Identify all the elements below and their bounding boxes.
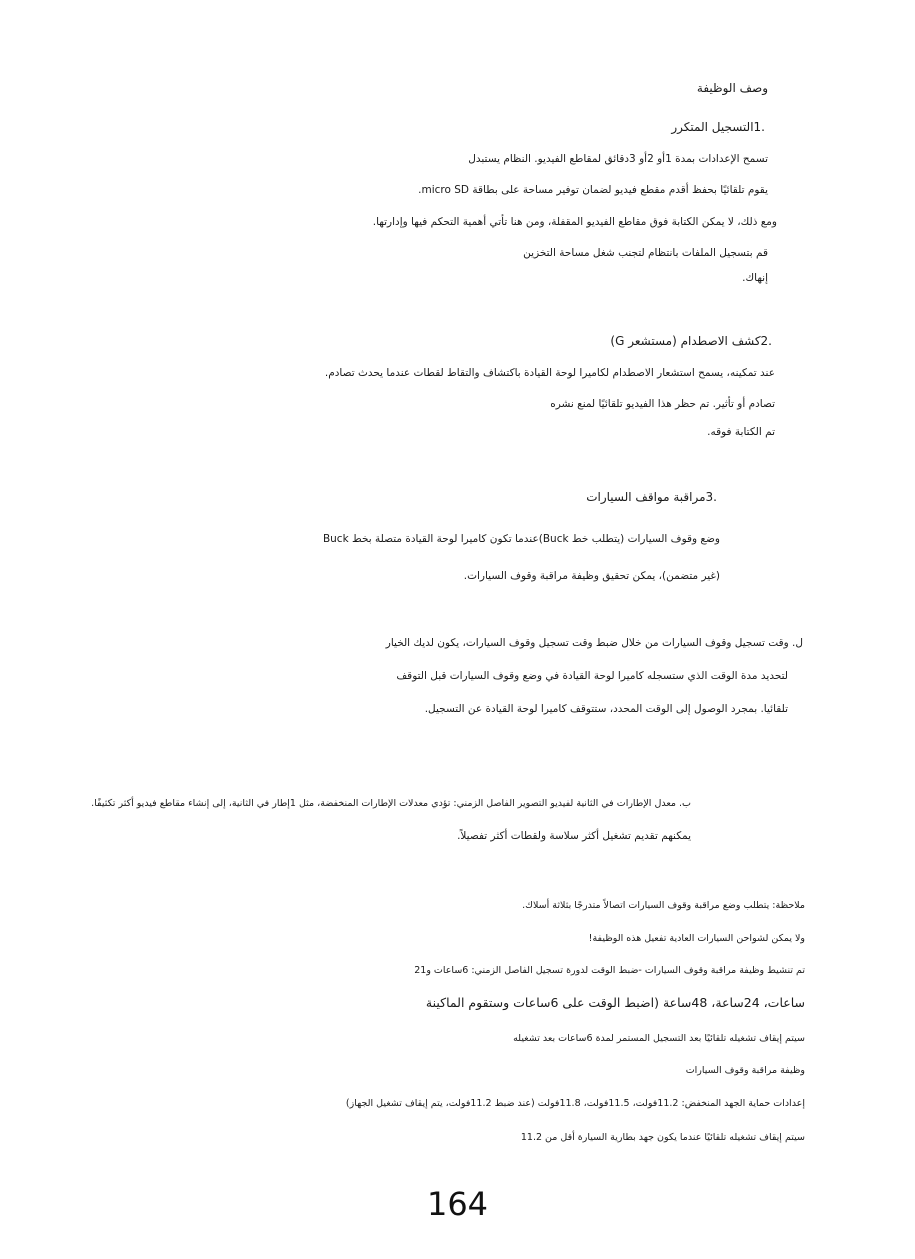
note-line: وظيفة مراقبة وقوف السيارات bbox=[685, 1065, 805, 1076]
paragraph-line: (غير متضمن)، يمكن تحقيق وظيفة مراقبة وقوف السيارات. bbox=[463, 570, 720, 582]
paragraph-line: تصادم أو تأثير. تم حظر هذا الفيديو تلقائيًا لمنع نشره bbox=[550, 398, 775, 410]
note-line: ملاحظة: يتطلب وضع مراقبة وقوف السيارات اتصالاً متدرجًا بثلاثة أسلاك. bbox=[522, 900, 805, 911]
note-line: ولا يمكن لشواحن السيارات العادية تفعيل هذه الوظيفة! bbox=[588, 933, 805, 944]
paragraph-line: يقوم تلقائيًا بحفظ أقدم مقطع فيديو لضمان توفير مساحة على بطاقة micro SD. bbox=[418, 184, 768, 196]
paragraph-line: تم الكتابة فوقه. bbox=[707, 426, 775, 438]
paragraph-line: يمكنهم تقديم تشغيل أكثر سلاسة ولقطات أكثر تفصيلاً. bbox=[457, 830, 691, 842]
paragraph-line: عند تمكينه، يسمح استشعار الاصطدام لكاميرا لوحة القيادة باكتشاف والتقاط لقطات عندما يحدث تصادم. bbox=[324, 367, 775, 379]
paragraph-line: لتحديد مدة الوقت الذي ستسجله كاميرا لوحة القيادة في وضع وقوف السيارات قبل التوقف bbox=[396, 670, 788, 682]
paragraph-line: ومع ذلك، لا يمكن الكتابة فوق مقاطع الفيديو المقفلة، ومن هنا تأتي أهمية التحكم فيها وإدارتها. bbox=[372, 216, 777, 228]
paragraph-line: ب. معدل الإطارات في الثانية لفيديو التصوير الفاصل الزمني: تؤدي معدلات الإطارات المنخفضة، مثل 1إطار في الثانية، إلى إنشاء مقاطع فيديو أكثر تكثيفًا. bbox=[91, 798, 691, 809]
note-line: سيتم إيقاف تشغيله تلقائيًا عندما يكون جهد بطارية السيارة أقل من 11.2 bbox=[520, 1132, 805, 1143]
paragraph-line: قم بتسجيل الملفات بانتظام لتجنب شغل مساحة التخزين bbox=[523, 247, 768, 259]
page-number: 164 bbox=[426, 1185, 489, 1223]
paragraph-line: وضع وقوف السيارات (يتطلب خط Buck)عندما تكون كاميرا لوحة القيادة متصلة بخط Buck bbox=[322, 533, 720, 545]
paragraph-line: إنهاك. bbox=[742, 272, 768, 284]
section-heading: .3مراقبة مواقف السيارات bbox=[586, 490, 717, 504]
note-line: إعدادات حماية الجهد المنخفض: 11.2فولت، 11.5فولت، 11.8فولت (عند ضبط 11.2فولت، يتم إيقاف تشغيل الجهاز) bbox=[345, 1098, 805, 1109]
paragraph-line: ل. وقت تسجيل وقوف السيارات من خلال ضبط وقت تسجيل وقوف السيارات، يكون لديك الخيار bbox=[385, 637, 803, 649]
paragraph-line: تلقائيا. بمجرد الوصول إلى الوقت المحدد، ستتوقف كاميرا لوحة القيادة عن التسجيل. bbox=[424, 703, 788, 715]
note-line: ساعات، 24ساعة، 48ساعة (اضبط الوقت على 6ساعات وستقوم الماكينة bbox=[425, 995, 805, 1010]
note-line: سيتم إيقاف تشغيله تلقائيًا بعد التسجيل المستمر لمدة 6ساعات بعد تشغيله bbox=[513, 1033, 805, 1044]
note-line: تم تنشيط وظيفة مراقبة وقوف السيارات -ضبط الوقت لدورة تسجيل الفاصل الزمني: 6ساعات و21 bbox=[414, 965, 805, 976]
section-heading: .1التسجيل المتكرر bbox=[671, 120, 765, 134]
section-heading: .2كشف الاصطدام (مستشعر G) bbox=[610, 334, 772, 348]
paragraph-line: تسمح الإعدادات بمدة 1أو 2أو 3دقائق لمقاطع الفيديو. النظام يستبدل bbox=[468, 153, 768, 165]
section-title: وصف الوظيفة bbox=[696, 81, 768, 95]
